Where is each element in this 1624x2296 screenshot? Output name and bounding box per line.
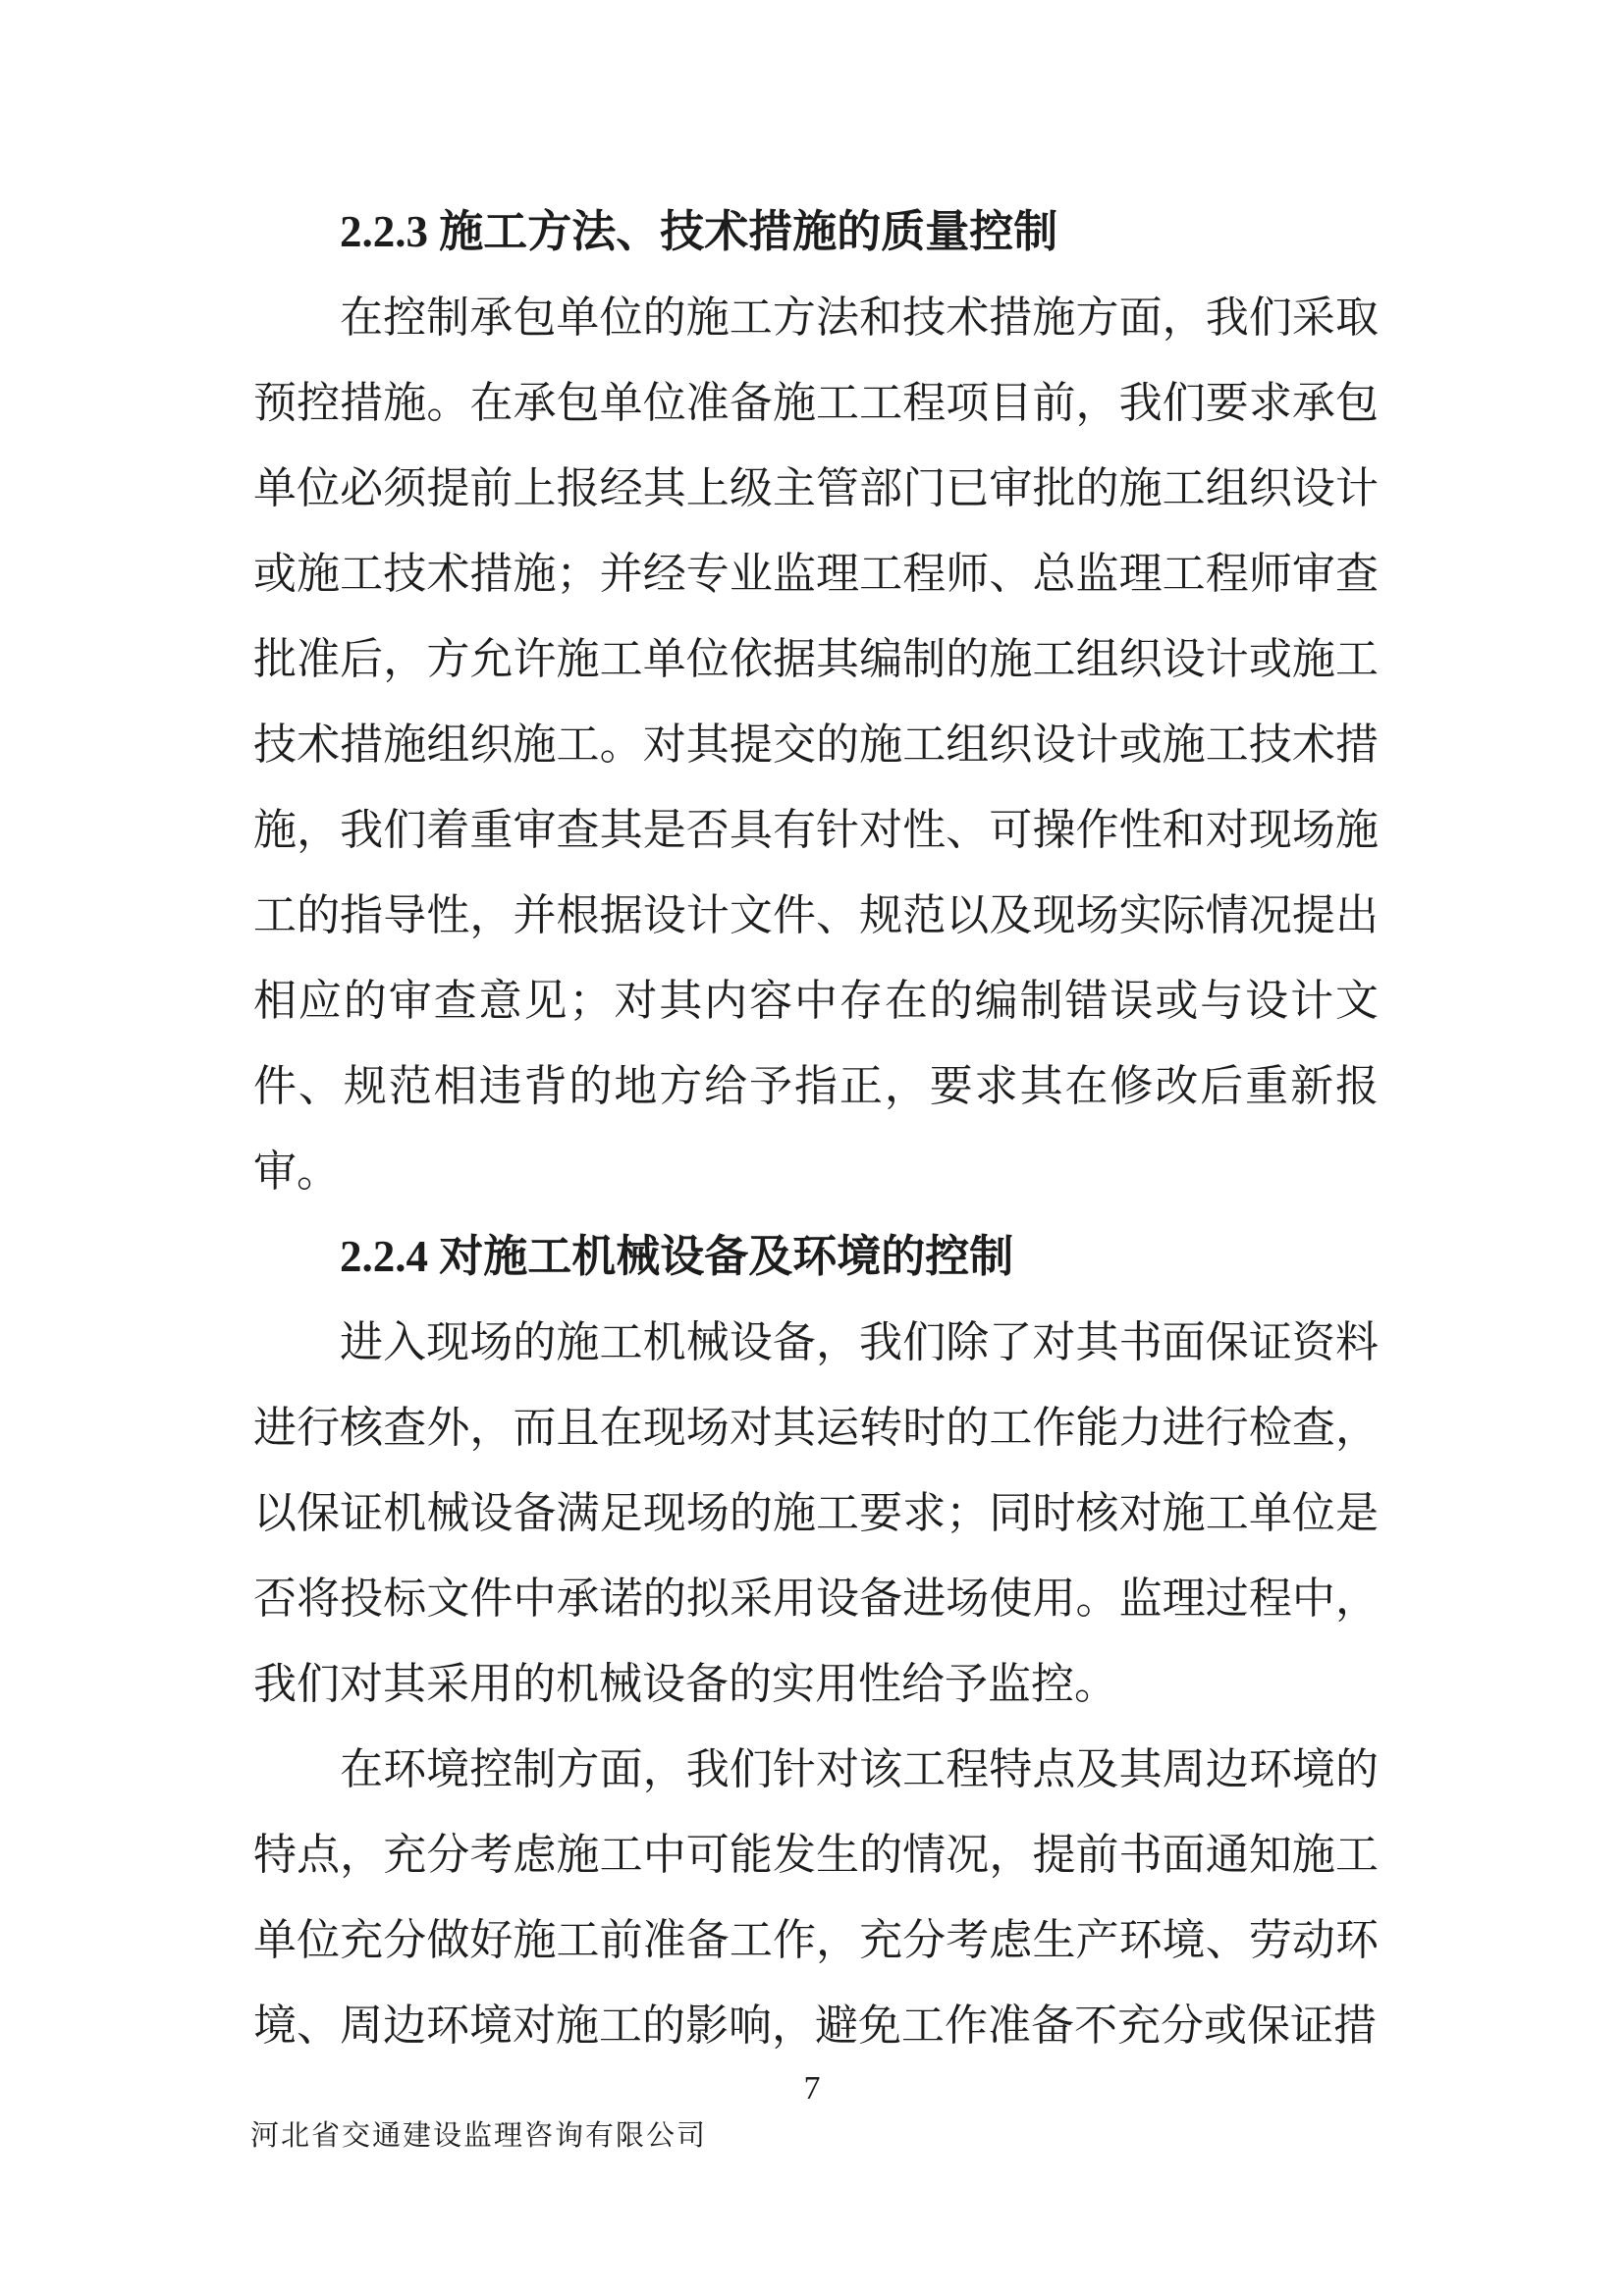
section-heading-2-2-3: 2.2.3 施工方法、技术措施的质量控制: [340, 207, 1058, 256]
paragraph-quality-control: 在控制承包单位的施工方法和技术措施方面，我们采取预控措施。在承包单位准备施工工程项目前，我们要求承包单位必须提前上报经其上级主管部门已审批的施工组织设计或施工技术措施；并经专业监理工程师、总监理工程师审查批准后，方允许施工单位依据其编制的施工组织设计或施工技术措施组织施工。对其提交的施工组织设计或施工技术措施，我们着重审查其是否具有针对性、可操作性和对现场施工的指导性，并根据设计文件、规范以及现场实际情况提出相应的审查意见；对其内容中存在的编制错误或与设计文件、规范相违背的地方给予指正，要求其在修改后重新报审。: [253, 294, 1379, 1196]
paragraph-machinery-control: 进入现场的施工机械设备，我们除了对其书面保证资料进行核查外，而且在现场对其运转时的工作能力进行检查，以保证机械设备满足现场的施工要求；同时核对施工单位是否将投标文件中承诺的拟采用设备进场使用。监理过程中，我们对其采用的机械设备的实用性给予监控。: [253, 1318, 1379, 1708]
footer-company-name: 河北省交通建设监理咨询有限公司: [250, 2120, 708, 2152]
paragraph-environment-control: 在环境控制方面，我们针对该工程特点及其周边环境的特点，充分考虑施工中可能发生的情况，提前书面通知施工单位充分做好施工前准备工作，充分考虑生产环境、劳动环境、周边环境对施工的影响，避免工作准备不充分或保证措: [253, 1745, 1379, 2050]
document-body: [253, 189, 1379, 2068]
section-heading-2-2-4: 2.2.4 对施工机械设备及环境的控制: [340, 1232, 1014, 1281]
page-number: 7: [803, 2070, 821, 2107]
